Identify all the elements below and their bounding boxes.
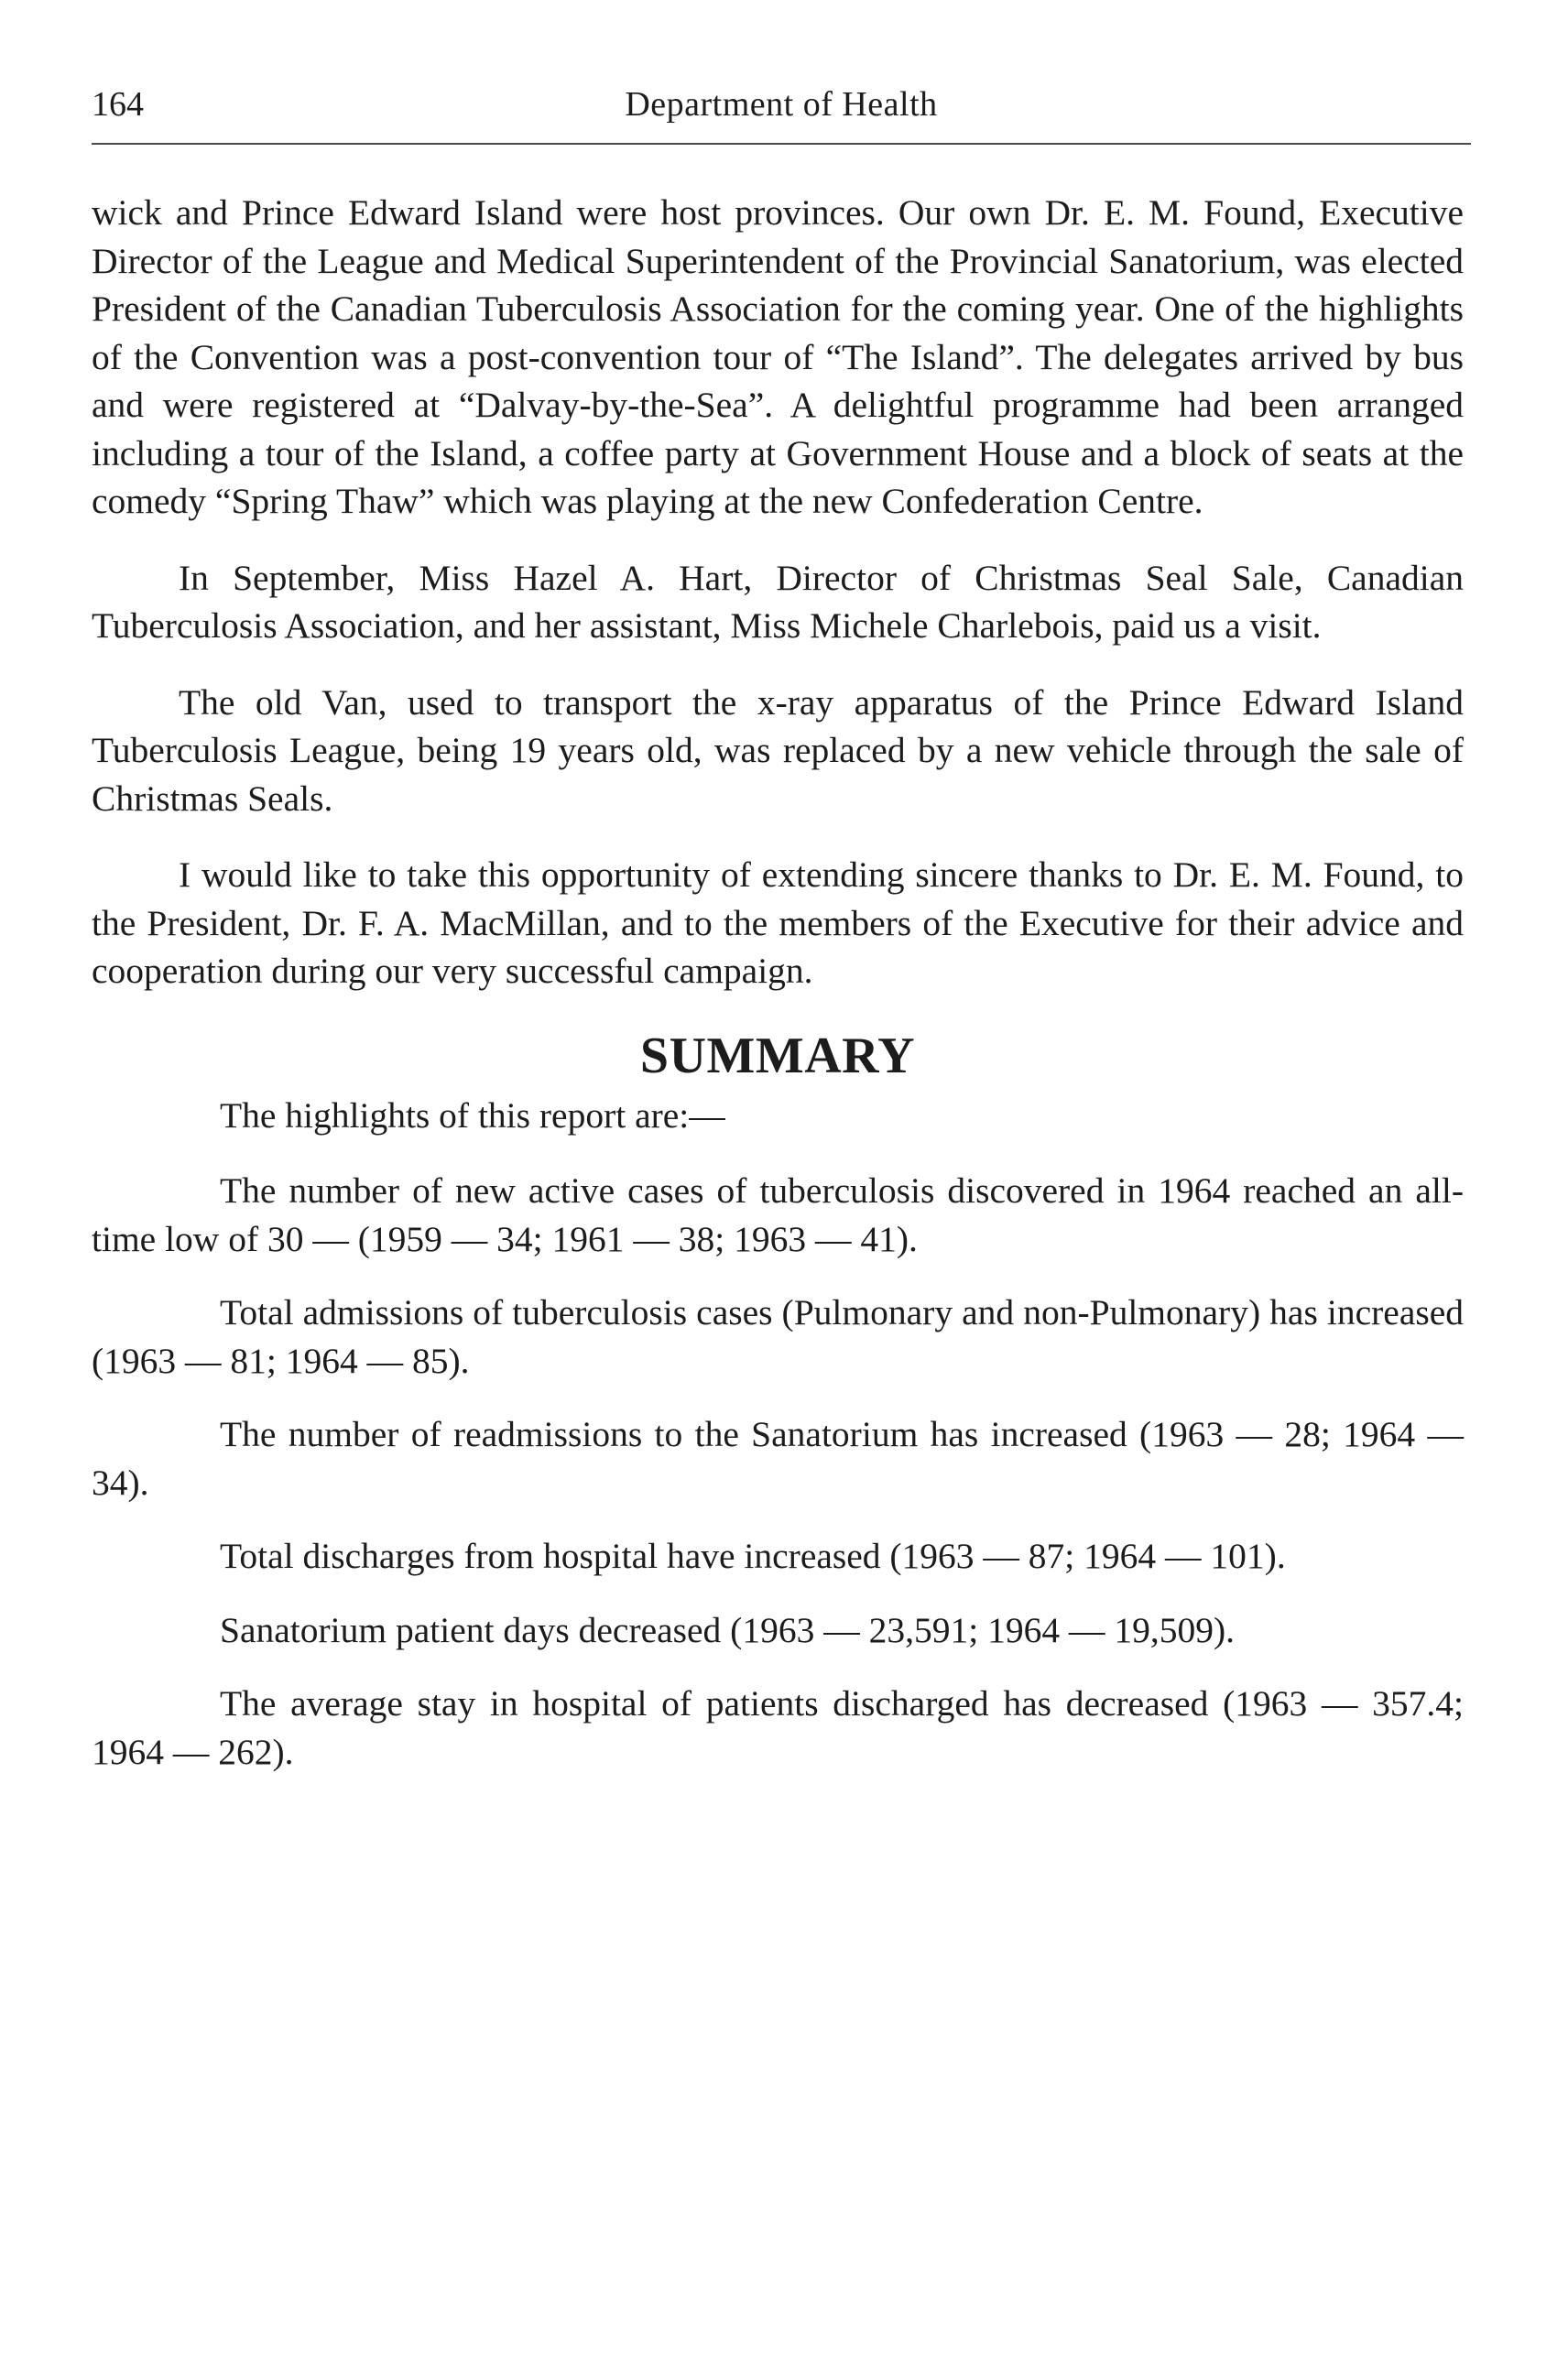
page-number: 164: [92, 85, 144, 124]
summary-item: Sanatorium patient days decreased (1963 — 23,591; 1964 — 19,509).: [220, 1609, 1235, 1650]
summary-item: The number of new active cases of tuberculosis discovered in 1964 reached an all-time low of 30 — (1959 — 34; 1961 — 38; 1963 — 41).: [92, 1170, 1464, 1259]
summary-item: The average stay in hospital of patients discharged has decreased (1963 — 357.4; 1964 — 262).: [92, 1683, 1464, 1772]
paragraph: In September, Miss Hazel A. Hart, Director of Christmas Seal Sale, Canadian Tuberculosis Association, and her assistant, Miss Michele Charlebois, paid us a visit.: [92, 557, 1464, 646]
paragraph: The old Van, used to transport the x-ray apparatus of the Prince Edward Island Tuberculosis League, being 19 years old, was replaced by a new vehicle through the sale of Christmas Seals.: [92, 681, 1464, 819]
paragraph: I would like to take this opportunity of extending sincere thanks to Dr. E. M. Found, to the President, Dr. F. A. MacMillan, and to the members of the Executive for their advice and cooperation during our very successful campaign.: [92, 854, 1464, 991]
body-text: [92, 189, 1464, 1801]
paragraph-continued: wick and Prince Edward Island were host provinces. Our own Dr. E. M. Found, Executive Director of the League and Medical Superintendent of the Provincial Sanatorium, was elected President of the Canadian Tuberculosis Association for the coming year. One of the highlights of the Convention was a post-convention tour of “The Island”. The delegates arrived by bus and were registered at “Dalvay-by-the-Sea”. A delightful programme had been arranged including a tour of the Island, a coffee party at Government House and a block of seats at the comedy “Spring Thaw” which was playing at the new Confederation Centre.: [92, 192, 1464, 521]
page-header: [92, 81, 1471, 128]
summary-heading: SUMMARY: [639, 1027, 916, 1084]
running-head: Department of Health: [625, 85, 938, 124]
header-rule: [92, 143, 1471, 145]
summary-item: Total discharges from hospital have increased (1963 — 87; 1964 — 101).: [220, 1536, 1286, 1576]
summary-intro: The highlights of this report are:—: [220, 1094, 725, 1136]
summary-item: Total admissions of tuberculosis cases (Pulmonary and non-Pulmonary) has increased (1963 — 81; 1964 — 85).: [92, 1292, 1464, 1381]
summary-item: The number of readmissions to the Sanatorium has increased (1963 — 28; 1964 — 34).: [92, 1414, 1464, 1503]
